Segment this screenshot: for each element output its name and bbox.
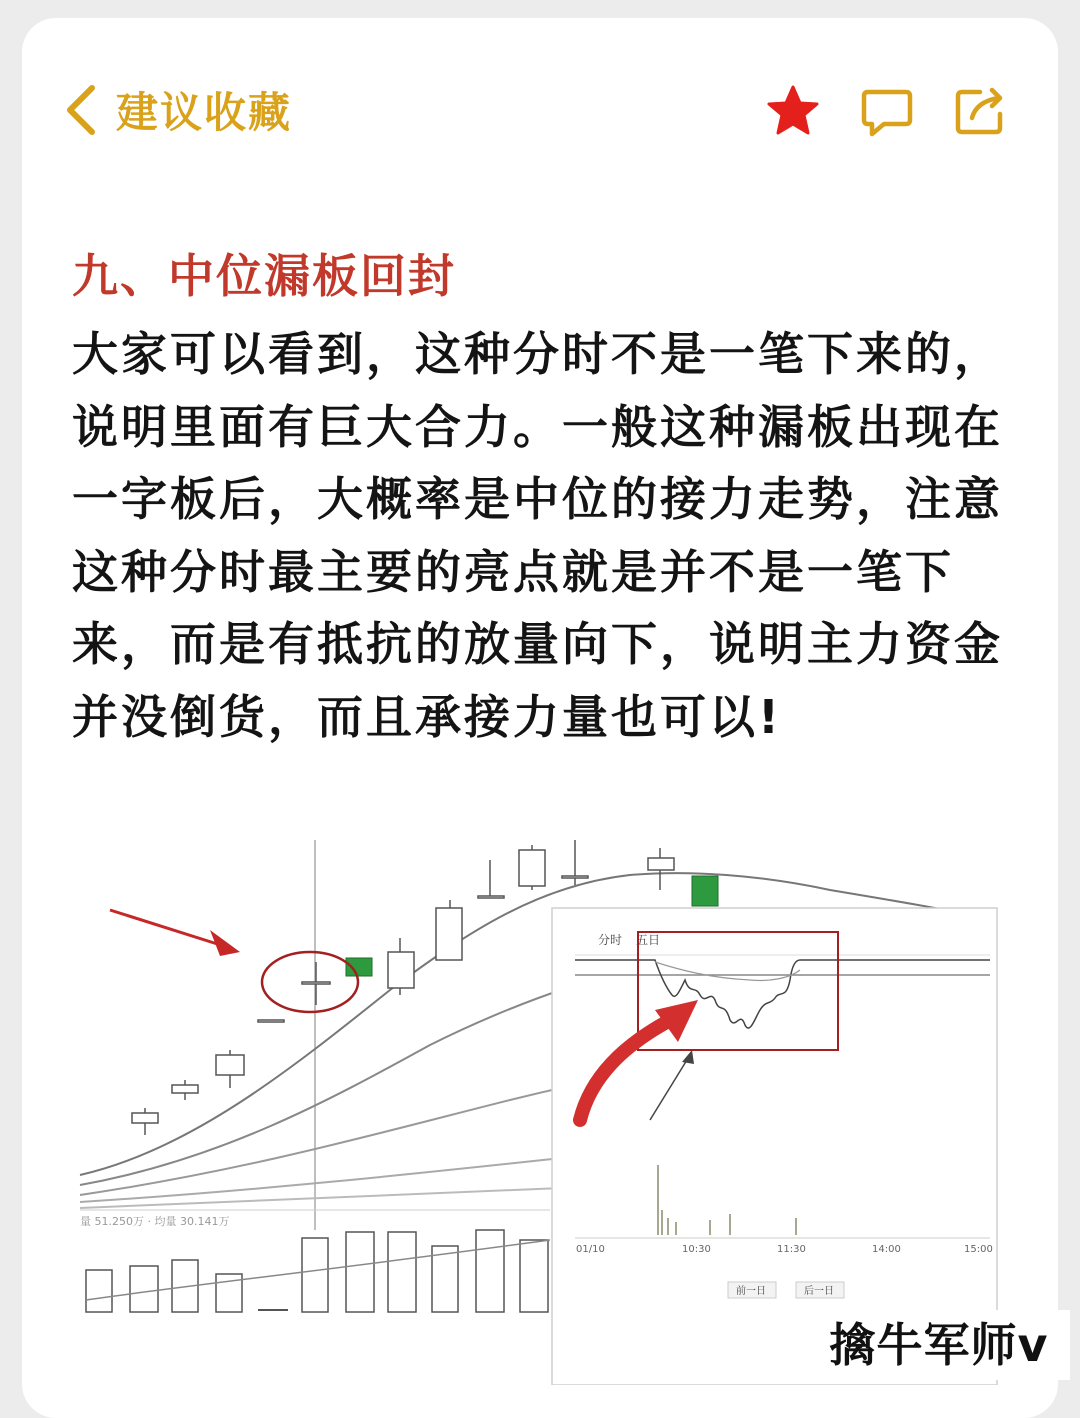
candlestick-chart-image: [70, 830, 1010, 1385]
star-icon: [766, 84, 820, 138]
inset-tab-intraday: 分时: [598, 933, 623, 947]
share-button[interactable]: [954, 84, 1008, 138]
comment-button[interactable]: [860, 84, 914, 138]
inset-prev-day-button: 前一日: [736, 1286, 766, 1297]
article-body: 大家可以看到，这种分时不是一笔下来的，说明里面有巨大合力。一般这种漏板出现在一字板后，大概率是中位的接力走势，注意这种分时最主要的亮点就是并不是一笔下来，而是有抵抗的放量向下，说明主力资金并没倒货，而且承接力量也可以!: [72, 327, 1003, 744]
share-icon: [954, 84, 1008, 138]
chevron-left-icon: [62, 82, 102, 138]
inset-date-label-4: 15:00: [964, 1244, 993, 1255]
favorite-button[interactable]: [766, 84, 820, 138]
inset-date-label-1: 10:30: [682, 1244, 711, 1255]
svg-text:量 51.250万 · 均量 30.141万: 量 51.250万 · 均量 30.141万: [80, 1215, 230, 1228]
chart-screenshot: [70, 830, 1010, 1385]
article-heading: 九、中位漏板回封: [72, 249, 456, 303]
inset-date-label-2: 11:30: [777, 1244, 806, 1255]
back-label: 建议收藏: [116, 88, 293, 137]
inset-tab-5day: 五日: [636, 933, 661, 947]
author-watermark: 擒牛军师v: [808, 1310, 1070, 1380]
top-bar: [0, 0, 1080, 200]
inset-date-label-3: 14:00: [872, 1244, 901, 1255]
inset-next-day-button: 后一日: [804, 1286, 834, 1297]
comment-icon: [860, 84, 914, 138]
inset-date-label-0: 01/10: [576, 1244, 605, 1255]
back-button[interactable]: [62, 80, 302, 140]
